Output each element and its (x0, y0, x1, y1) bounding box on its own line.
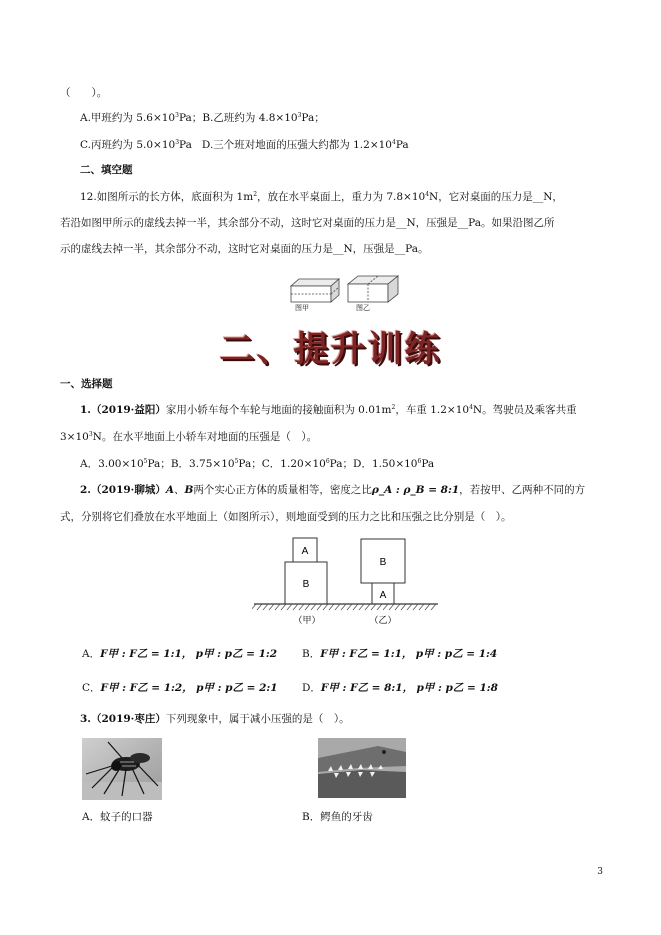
p3-option-a[interactable]: A．蚊子的口器 (82, 811, 153, 823)
hatch-mark (365, 604, 370, 610)
p1-opt-c: C．$1.20\times 10^6Pa$； (261, 458, 354, 470)
p1-line2: $3\times 10^3N$。在水平地面上小轿车对地面的压强是（ ）。 (60, 431, 318, 443)
hatch-mark (377, 604, 382, 610)
p2-density-ratio: ρ_A : ρ_B = 8:1 (371, 484, 460, 496)
p3-option-b[interactable]: B．鳄鱼的牙齿 (302, 811, 373, 823)
q11-opt-b: B.乙班约为 4.8×10 (202, 112, 298, 124)
p2-option-a[interactable]: A．F甲 : F乙 = 1:1， p甲 : p乙 = 1:2 (82, 648, 278, 660)
p1-opt-b: B．$3.75\times 10^5Pa$； (170, 458, 262, 470)
jia-cube-a-label: A (301, 546, 309, 557)
hatch-mark (275, 604, 280, 610)
hatch-mark (305, 604, 310, 610)
q11-options-cd: C.丙班约为 $5.0\times 10^3Pa$ D.三个班对地面的压强大约都为 $1.2\times 10^4Pa$ (80, 139, 409, 151)
q12-fig-label-jia: 图甲 (295, 304, 309, 312)
p1-line1: 1.（2019·益阳）家用小轿车每个车轮与地面的接触面积为 $0.01m^2$，车重 $1.2\times 10^4N$。驾驶员及乘客共重 (80, 404, 577, 416)
hatch-mark (353, 604, 358, 610)
q12-line3: 示的虚线去掉一半，其余部分不动，这时它对桌面的压力是__N，压强是__Pa。 (60, 243, 429, 255)
cuboid-yi (348, 276, 398, 302)
hatch-mark (413, 604, 418, 610)
fill-blank-heading: 二、填空题 (80, 164, 133, 176)
hatch-mark (311, 604, 316, 610)
cuboid-jia (291, 279, 339, 302)
q11-opt-c: C.丙班约为 5.0×10 (80, 139, 176, 151)
q11-options-ab: A.甲班约为 $5.6\times 10^3Pa$；B.乙班约为 $4.8\times 10^3Pa$； (80, 112, 325, 124)
p2-line2: 式，分别将它们叠放在水平地面上（如图所示），则地面受到的压力之比和压强之比分别是（ ）。 (60, 511, 512, 523)
hatch-mark (371, 604, 376, 610)
p1-opt-d: D．$1.50\times 10^6Pa$ (353, 458, 435, 470)
hatch-mark (317, 604, 322, 610)
p2-source-tag: 2.（2019·聊城） (80, 484, 166, 496)
hatch-mark (252, 604, 256, 610)
choice-heading: 一、选择题 (60, 378, 113, 390)
crocodile-photo (318, 738, 406, 798)
hatch-mark (347, 604, 352, 610)
q12-line2: 若沿如图甲所示的虚线去掉一半，其余部分不动，这时它对桌面的压力是__N，压强是__Pa。如果沿图乙所 (60, 217, 555, 229)
hatch-mark (395, 604, 400, 610)
hatch-mark (425, 604, 430, 610)
hatch-mark (419, 604, 424, 610)
hatch-mark (431, 604, 436, 610)
q12-line1: 12.如图所示的长方体，底面积为 $1m^2$，放在水平桌面上，重力为 $7.8\times 10^4N$，它对桌面的压力是__N， (80, 191, 563, 203)
mosquito-photo (82, 738, 162, 800)
hatch-mark (323, 604, 328, 610)
hatch-mark (299, 604, 304, 610)
hatch-mark (401, 604, 406, 610)
p3-source-tag: 3.（2019·枣庄） (80, 713, 166, 725)
hatch-mark (359, 604, 364, 610)
section-banner: 二、提升训练 (219, 330, 442, 370)
hatch-mark (389, 604, 394, 610)
fig-label-jia: （甲） (293, 616, 321, 626)
p2-stack-figure (252, 536, 442, 628)
hatch-mark (335, 604, 340, 610)
q11-paren: （ ）。 (60, 87, 108, 99)
hatch-mark (407, 604, 412, 610)
p1-opt-a: A．$3.00\times 10^5Pa$； (80, 458, 171, 470)
page-number: 3 (597, 867, 603, 877)
hatch-mark (257, 604, 262, 610)
hatch-mark (281, 604, 286, 610)
yi-cube-b-label: B (379, 557, 387, 568)
q11-opt-d: D.三个班对地面的压强大约都为 1.2×10 (201, 139, 392, 151)
hatch-mark (341, 604, 346, 610)
p3-line1: 3.（2019·枣庄）下列现象中，属于减小压强的是（ ）。 (80, 713, 350, 725)
p1-source-tag: 1.（2019·益阳） (80, 404, 166, 416)
hatch-mark (263, 604, 268, 610)
hatch-mark (383, 604, 388, 610)
hatch-mark (269, 604, 274, 610)
p2-option-b[interactable]: B．F甲 : F乙 = 1:1， p甲 : p乙 = 1:4 (302, 648, 498, 660)
fig-label-yi: （乙） (369, 616, 397, 626)
p1-options (80, 457, 434, 471)
jia-cube-b-label: B (302, 579, 310, 590)
p2-option-d[interactable]: D．F甲 : F乙 = 8:1， p甲 : p乙 = 1:8 (302, 682, 498, 694)
ground-hatch (252, 604, 436, 610)
p2-line1: 2.（2019·聊城）A、B两个实心正方体的质量相等，密度之比ρ_A : ρ_B = 8:1，若按甲、乙两种不同的方 (80, 484, 586, 496)
hatch-mark (329, 604, 334, 610)
hatch-mark (293, 604, 298, 610)
hatch-mark (287, 604, 292, 610)
q12-fig-label-yi: 图乙 (356, 304, 370, 312)
p2-option-c[interactable]: C．F甲 : F乙 = 1:2， p甲 : p乙 = 2:1 (82, 682, 278, 694)
yi-cube-a-label: A (379, 590, 387, 601)
q11-opt-a: A.甲班约为 5.6×10 (80, 112, 176, 124)
